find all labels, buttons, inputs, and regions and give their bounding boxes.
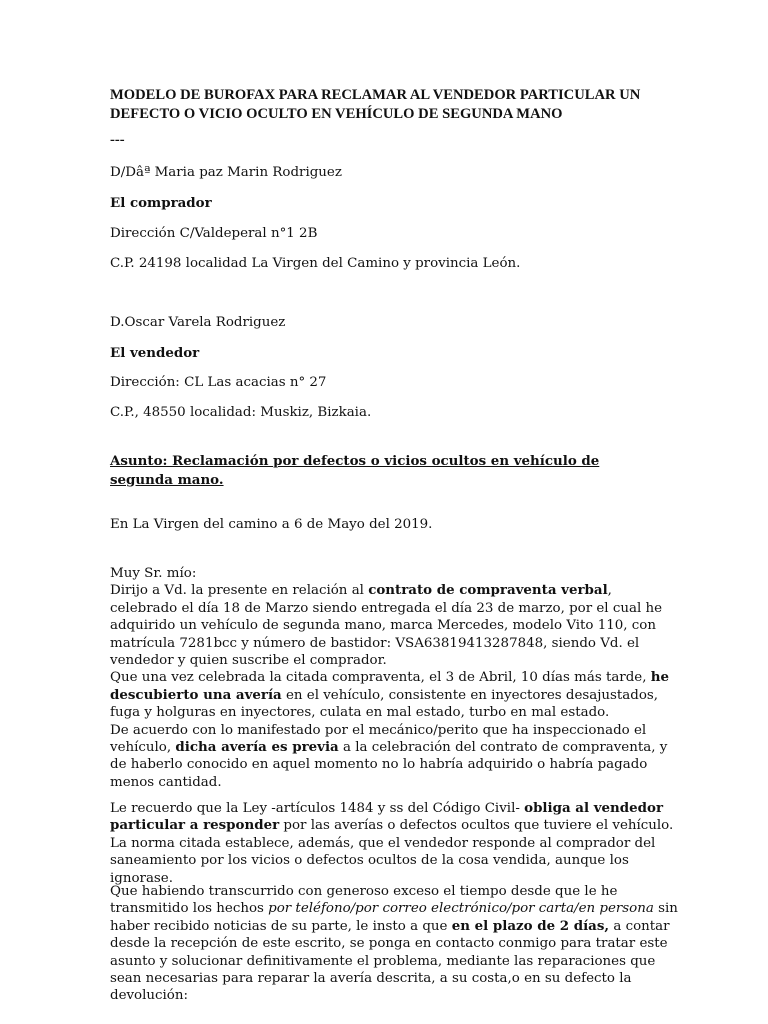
p1-bold-previous: dicha avería es previa — [175, 739, 339, 756]
seller-postal: C.P., 48550 localidad: Muskiz, Bizkaia. — [110, 405, 372, 420]
p3-text-c: sin haber recibido noticias de su parte, le insto a que — [110, 901, 678, 934]
buyer-role: El comprador — [110, 195, 212, 211]
p1-text-a: Dirijo a Vd. la presente en relación al — [110, 583, 369, 599]
p3-text-a: Que habiendo transcurrido con generoso exceso el tiempo desde que le he transmitido los hechos — [110, 884, 618, 917]
body-paragraph-1 — [110, 565, 680, 791]
document-title: MODELO DE BUROFAX PARA RECLAMAR AL VENDEDOR PARTICULAR UN DEFECTO O VICIO OCULTO EN VEHÍCULO DE SEGUNDA MANO — [110, 87, 641, 122]
seller-address: Dirección: CL Las acacias n° 27 — [110, 375, 327, 390]
p2-text-c: por las averías o defectos ocultos que tuviere el vehículo. La norma citada establece, además, que el vendedor responde al comprador del saneamiento por los vicios o defectos ocultos de la cosa vendida, aunque los ignorase. — [110, 818, 674, 886]
separator: --- — [110, 132, 125, 148]
p3-bold-deadline: en el plazo de 2 días, — [451, 917, 610, 934]
greeting: Muy Sr. mío: — [110, 566, 197, 581]
p1-text-d: Que una vez celebrada la citada compraventa, el 3 de Abril, 10 días más tarde, — [110, 670, 651, 686]
subject-line: Asunto: Reclamación por defectos o vicios ocultos en vehículo de segunda mano. — [110, 453, 600, 488]
p1-bold-contract: contrato de compraventa verbal — [368, 582, 608, 599]
seller-role: El vendedor — [110, 345, 200, 361]
seller-name: D.Oscar Varela Rodriguez — [110, 315, 286, 330]
p1-text-i: a la celebración del contrato de compraventa, y de haberlo conocido en aquel momento no lo habría adquirido o habría pagado menos cantidad. — [110, 740, 668, 790]
place-date: En La Virgen del camino a 6 de Mayo del 2019. — [110, 517, 433, 532]
p3-text-e: a contar desde la recepción de este escrito, se ponga en contacto conmigo para tratar este asunto y solucionar definitivamente el problema, mediante las reparaciones que sean necesarias para reparar la avería descrita, a su costa,o en su defecto la devolución: — [110, 918, 670, 1004]
p1-text-c: , celebrado el día 18 de Marzo siendo entregada el día 23 de marzo, por el cual he adquirido un vehículo de segunda mano, marca Mercedes, modelo Vito 110, con matrícula 7281bcc y número de bastidor: VSA63819413287848, siendo Vd. el vendedor y quien suscribe el comprador. — [110, 583, 663, 669]
body-paragraph-3 — [110, 883, 680, 1005]
p1-text-f: en el vehículo, consistente en inyectores desajustados, fuga y holguras en inyectores, culata en mal estado, turbo en mal estado. — [110, 687, 659, 721]
p2-bold-obligation: obliga al vendedor particular a responder — [110, 800, 664, 834]
p3-italic-means: por teléfono/por correo electrónico/por carta/en persona — [268, 901, 654, 917]
buyer-postal: C.P. 24198 localidad La Virgen del Camino y provincia León. — [110, 256, 521, 271]
p2-text-a: Le recuerdo que la Ley -artículos 1484 y ss del Código Civil- — [110, 801, 525, 816]
p1-bold-fault: he descubierto una avería — [110, 669, 669, 703]
buyer-name: D/Dâª Maria paz Marin Rodriguez — [110, 165, 342, 180]
buyer-address: Dirección C/Valdeperal n°1 2B — [110, 226, 318, 241]
body-paragraph-2 — [110, 800, 680, 887]
p1-text-g: De acuerdo con lo manifestado por el mecánico/perito que ha inspeccionado el vehículo, — [110, 722, 647, 756]
